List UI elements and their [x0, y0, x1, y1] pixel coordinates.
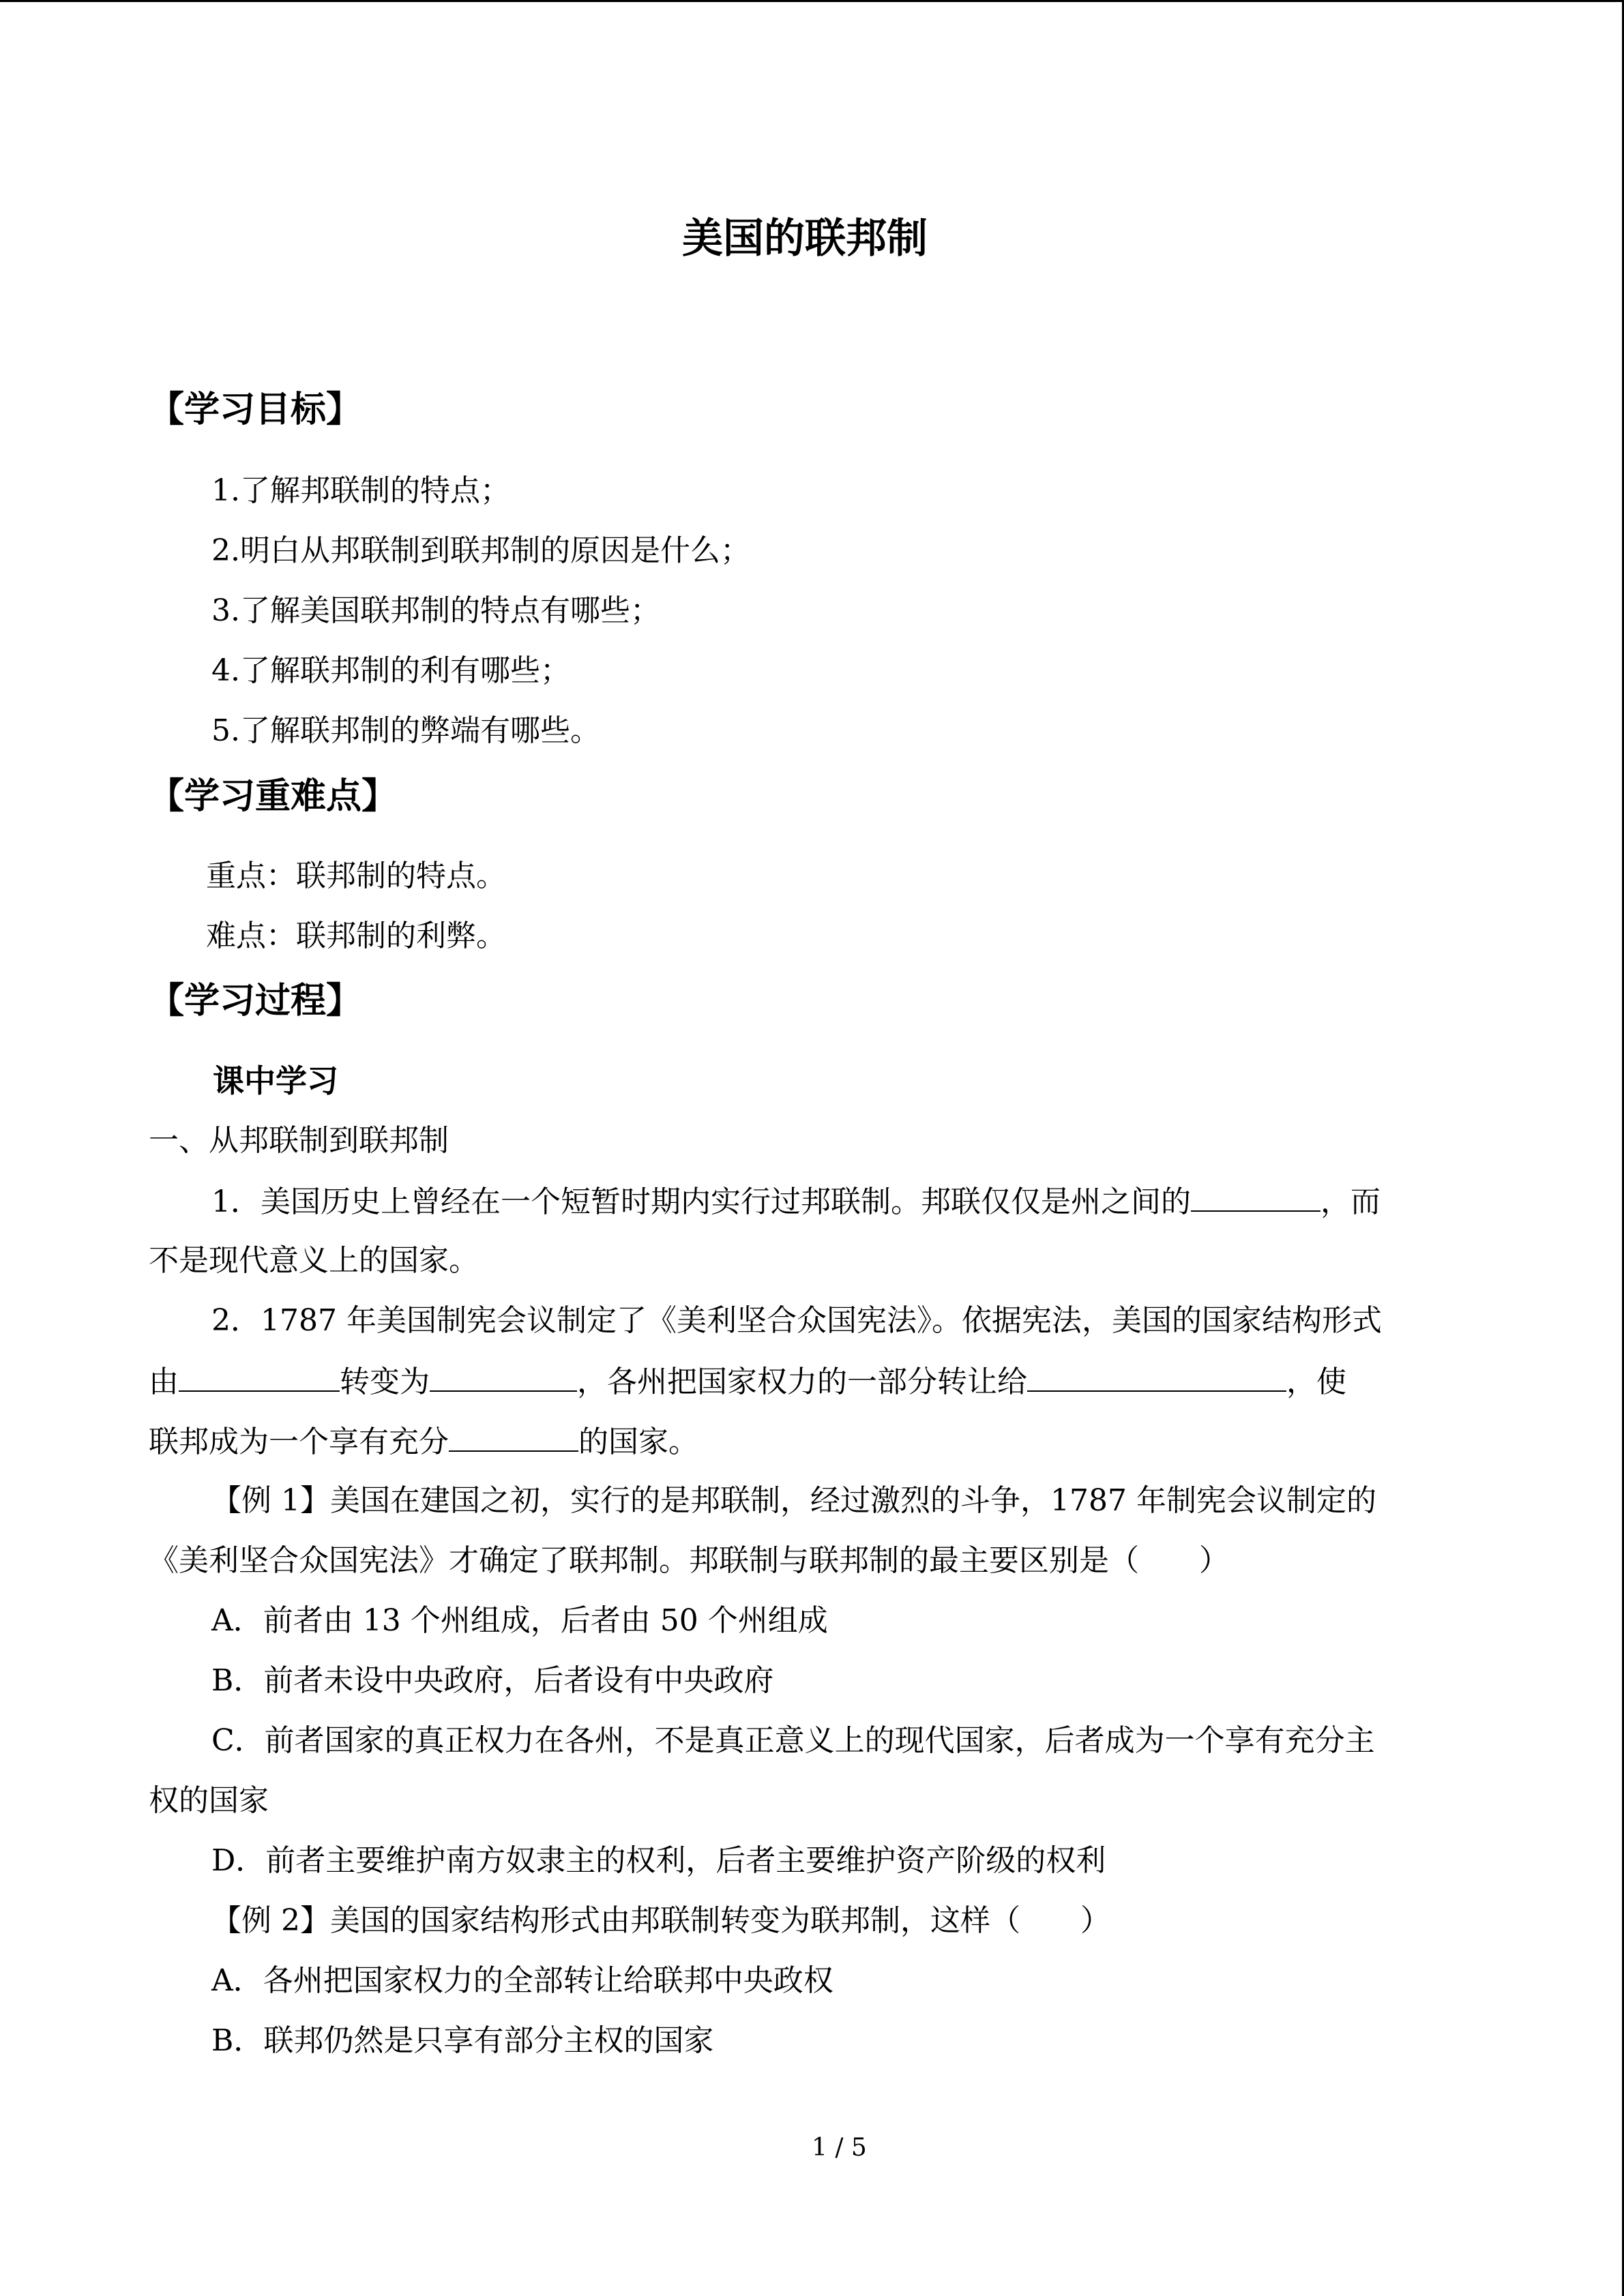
goal-item: 4.了解联邦制的利有哪些； [211, 653, 570, 688]
page-border-top [0, 0, 1624, 2]
example1-option-c-cont: 权的国家 [149, 1783, 269, 1818]
example1-stem-line2: 《美利坚合众国宪法》才确定了联邦制。邦联制与联邦制的最主要区别是（ ） [149, 1543, 1229, 1578]
question1-line2: 不是现代意义上的国家。 [149, 1243, 479, 1278]
fill-blank[interactable] [179, 1360, 340, 1392]
example1-option-d: D．前者主要维护南方奴隶主的权利，后者主要维护资产阶级的权利 [211, 1843, 1106, 1878]
question1-text: 1．美国历史上曾经在一个短暂时期内实行过邦联制。邦联仅仅是州之间的 [211, 1184, 1191, 1219]
example2-option-b: B．联邦仍然是只享有部分主权的国家 [211, 2023, 714, 2058]
goal-item: 2.明白从邦联制到联邦制的原因是什么； [211, 533, 750, 568]
fill-blank[interactable] [430, 1360, 577, 1392]
question1-line1 [211, 1180, 1381, 1223]
question2-text: 由 [149, 1365, 179, 1399]
part1-title: 一、从邦联制到联邦制 [149, 1123, 449, 1158]
learning-goals-heading: 【学习目标】 [149, 389, 362, 430]
question2-line1: 2．1787 年美国制宪会议制定了《美利坚合众国宪法》。依据宪法，美国的国家结构形式 [211, 1303, 1382, 1338]
learning-process-heading: 【学习过程】 [149, 981, 362, 1022]
question2-line2 [149, 1360, 1346, 1403]
key-point-item: 重点：联邦制的特点。 [206, 859, 506, 893]
fill-blank[interactable] [1191, 1180, 1320, 1212]
question2-text: 转变为 [340, 1365, 430, 1399]
fill-blank[interactable] [1027, 1360, 1286, 1392]
goal-item: 3.了解美国联邦制的特点有哪些； [211, 593, 660, 628]
question1-text-end: ，而 [1320, 1184, 1381, 1219]
example1-option-b: B．前者未设中央政府，后者设有中央政府 [211, 1663, 774, 1698]
document-title: 美国的联邦制 [682, 215, 928, 263]
goal-item: 5.了解联邦制的弊端有哪些。 [211, 713, 600, 748]
difficult-point-item: 难点：联邦制的利弊。 [206, 919, 506, 953]
question2-line3 [149, 1420, 698, 1463]
page-number: 1 / 5 [812, 2134, 867, 2162]
example1-stem-line1: 【例 1】美国在建国之初，实行的是邦联制，经过激烈的斗争，1787 年制宪会议制定的 [211, 1483, 1376, 1518]
example1-option-c: C．前者国家的真正权力在各州，不是真正意义上的现代国家，后者成为一个享有充分主 [211, 1723, 1375, 1758]
example2-stem: 【例 2】美国的国家结构形式由邦联制转变为联邦制，这样（ ） [211, 1903, 1110, 1938]
fill-blank[interactable] [449, 1420, 578, 1452]
in-class-subheading: 课中学习 [213, 1062, 338, 1099]
question2-text: ，使 [1286, 1365, 1346, 1399]
example1-option-a: A．前者由 13 个州组成，后者由 50 个州组成 [211, 1603, 828, 1638]
example2-option-a: A．各州把国家权力的全部转让给联邦中央政权 [211, 1963, 833, 1998]
question2-text: ，各州把国家权力的一部分转让给 [577, 1365, 1027, 1399]
key-points-heading: 【学习重难点】 [149, 776, 398, 817]
question2-text: 的国家。 [578, 1425, 698, 1459]
question2-text: 联邦成为一个享有充分 [149, 1425, 449, 1459]
goal-item: 1.了解邦联制的特点； [211, 473, 510, 508]
